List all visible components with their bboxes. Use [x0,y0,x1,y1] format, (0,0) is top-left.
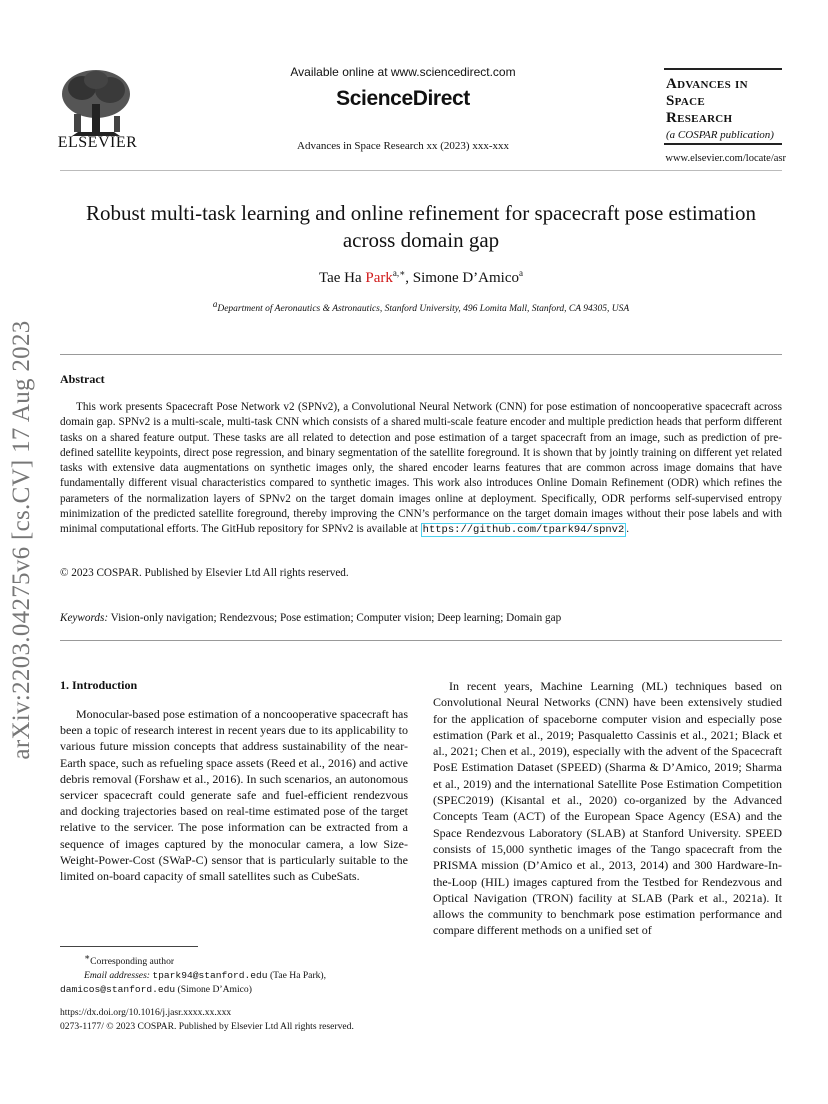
journal-title-line3: Research [666,110,733,126]
keywords [60,612,782,624]
author-separator: , [405,270,413,286]
keywords-label: Keywords: [60,612,109,624]
corresponding-text: Corresponding author [90,956,175,968]
footnote-mark: ∗ [84,952,91,962]
email2-owner: (Simone D’Amico) [175,984,252,996]
intro-paragraph-right: In recent years, Machine Learning (ML) techniques based on Convolutional Neural Networks (CNN) have been extensively studied for the application of spaceborne computer vision and especially pose estimation (Park et al., 2019; Pasqualetto Cassinis et al., 2021; Black et al., 2021; Chen et al., 2019), especially with the advent of the Spacecraft PosE Estimation Dataset (SPEED) (Sharma & D’Amico, 2019; Sharma et al., 2019) and the international Satellite Pose Estimation Competition (SPEC2019) (Kisantal et al., 2020) co-organized by the Advanced Concepts Team (ACT) of the European Space Agency (ESA) and the Space Rendezvous Laboratory (SLAB) at Stanford University. SPEED consists of 15,000 synthetic images of the Tango spacecraft from the PRISMA mission (D’Amico et al., 2013, 2014) and 300 Hardware-In-the-Loop (HIL) images captured from the Testbed for Rendezvous and Optical Navigation (TRON) facility at SLAB (Park et al., 2021a). It allows the community to benchmark pose estimation performance and compare different methods on a unified set of [433,679,782,938]
affiliation-mark: a [212,299,218,309]
abstract-body [60,400,782,539]
affiliation [60,299,782,314]
arxiv-id: arXiv:2203.04275v6 [cs.CV] 17 Aug 2023 [8,320,35,760]
email2[interactable]: damicos@stanford.edu [60,984,176,996]
doi-link[interactable]: https://dx.doi.org/10.1016/j.jasr.xxxx.xx.xxx [60,1007,232,1018]
email-line2 [60,983,408,997]
email-line [60,969,408,983]
header-divider [60,170,782,171]
platform-brand: ScienceDirect [336,87,470,110]
github-link[interactable]: https://github.com/tpark94/spnv2 [422,524,625,537]
journal-citation: Advances in Space Research xx (2023) xxx-xxx [297,140,509,152]
journal-subtitle: (a COSPAR publication) [666,129,774,141]
journal-title-line2: Space [666,93,705,109]
journal-url[interactable]: www.elsevier.com/locate/asr [665,153,786,164]
journal-title-line1: Advances in [666,76,748,92]
availability-line: Available online at www.sciencedirect.com [290,65,516,79]
author2-marks: a [519,268,524,278]
author1-first: Tae Ha [318,270,366,286]
journal-title-box [664,68,782,145]
section-heading: 1. Introduction [60,678,138,692]
author-list [60,268,782,287]
author1-marks: a,∗ [392,268,406,278]
email1[interactable]: tpark94@stanford.edu [152,970,268,982]
keywords-list: Vision-only navigation; Rendezvous; Pose estimation; Computer vision; Deep learning; Domain gap [110,612,562,624]
author1-last[interactable]: Park [365,270,393,286]
email1-owner: (Tae Ha Park), [267,970,327,982]
keywords-divider [60,640,782,641]
email-label: Email addresses: [84,970,150,982]
abstract-divider [60,354,782,355]
affiliation-text: Department of Aeronautics & Astronautics, Stanford University, 496 Lomita Mall, Stanford, CA 94305, USA [217,304,630,315]
publisher-name: ELSEVIER [57,134,138,151]
author2-name: Simone D’Amico [412,270,520,286]
intro-paragraph-left: Monocular-based pose estimation of a noncooperative spacecraft has been a topic of research interest in recent years due to its applicability to various future mission concepts that address sustainability of the near-Earth space, such as refueling space assets (Reed et al., 2016) and active debris removal (Forshaw et al., 2016). In such scenarios, an autonomous servicer spacecraft could generate safe and fuel-efficient rendezvous and docking trajectories based on real-time estimated pose of the target relative to the servicer. The pose information can be extracted from a sequence of images captured by the monocular camera, a low Size-Weight-Power-Cost (SWaP-C) sensor that is particularly suitable to the limited on-board capacity of small satellites such as CubeSats. [60,707,408,884]
footnote-divider [60,946,198,947]
corresponding-note [60,950,408,969]
abstract-heading: Abstract [60,372,105,386]
issn-line: 0273-1177/ © 2023 COSPAR. Published by Elsevier Ltd All rights reserved. [60,1021,354,1032]
abstract-end: . [626,523,630,536]
paper-title: Robust multi-task learning and online refinement for spacecraft pose estimation across domain gap [85,201,757,252]
abstract-text: This work presents Spacecraft Pose Network v2 (SPNv2), a Convolutional Neural Network (CNN) for pose estimation of noncooperative spacecraft across domain gap. SPNv2 is a multi-scale, multi-task CNN which consists of a shared multi-scale feature encoder and multiple prediction heads that perform different tasks on a shared feature output. These tasks are all related to detection and pose estimation of a target spacecraft from an image, such as prediction of pre-defined satellite keypoints, direct pose regression, and binary segmentation of the satellite foreground. It is shown that by jointly training on different yet related tasks with extensive data augmentations on synthetic images only, the shared encoder learns features that are common across image domains that have fundamentally different visual characteristics compared to synthetic images. This work also introduces Online Domain Refinement (ODR) which refines the parameters of the normalization layers of SPNv2 on the target domain images online at deployment. Specifically, ODR performs self-supervised entropy minimization of the predicted satellite foreground, thereby improving the CNN’s performance on the target domain images without their pose labels and with minimal computational efforts. The GitHub repository for SPNv2 is available at [60,401,782,536]
footnote [60,950,408,997]
publication-info [60,1006,460,1034]
copyright-line: © 2023 COSPAR. Published by Elsevier Ltd All rights reserved. [60,567,349,579]
